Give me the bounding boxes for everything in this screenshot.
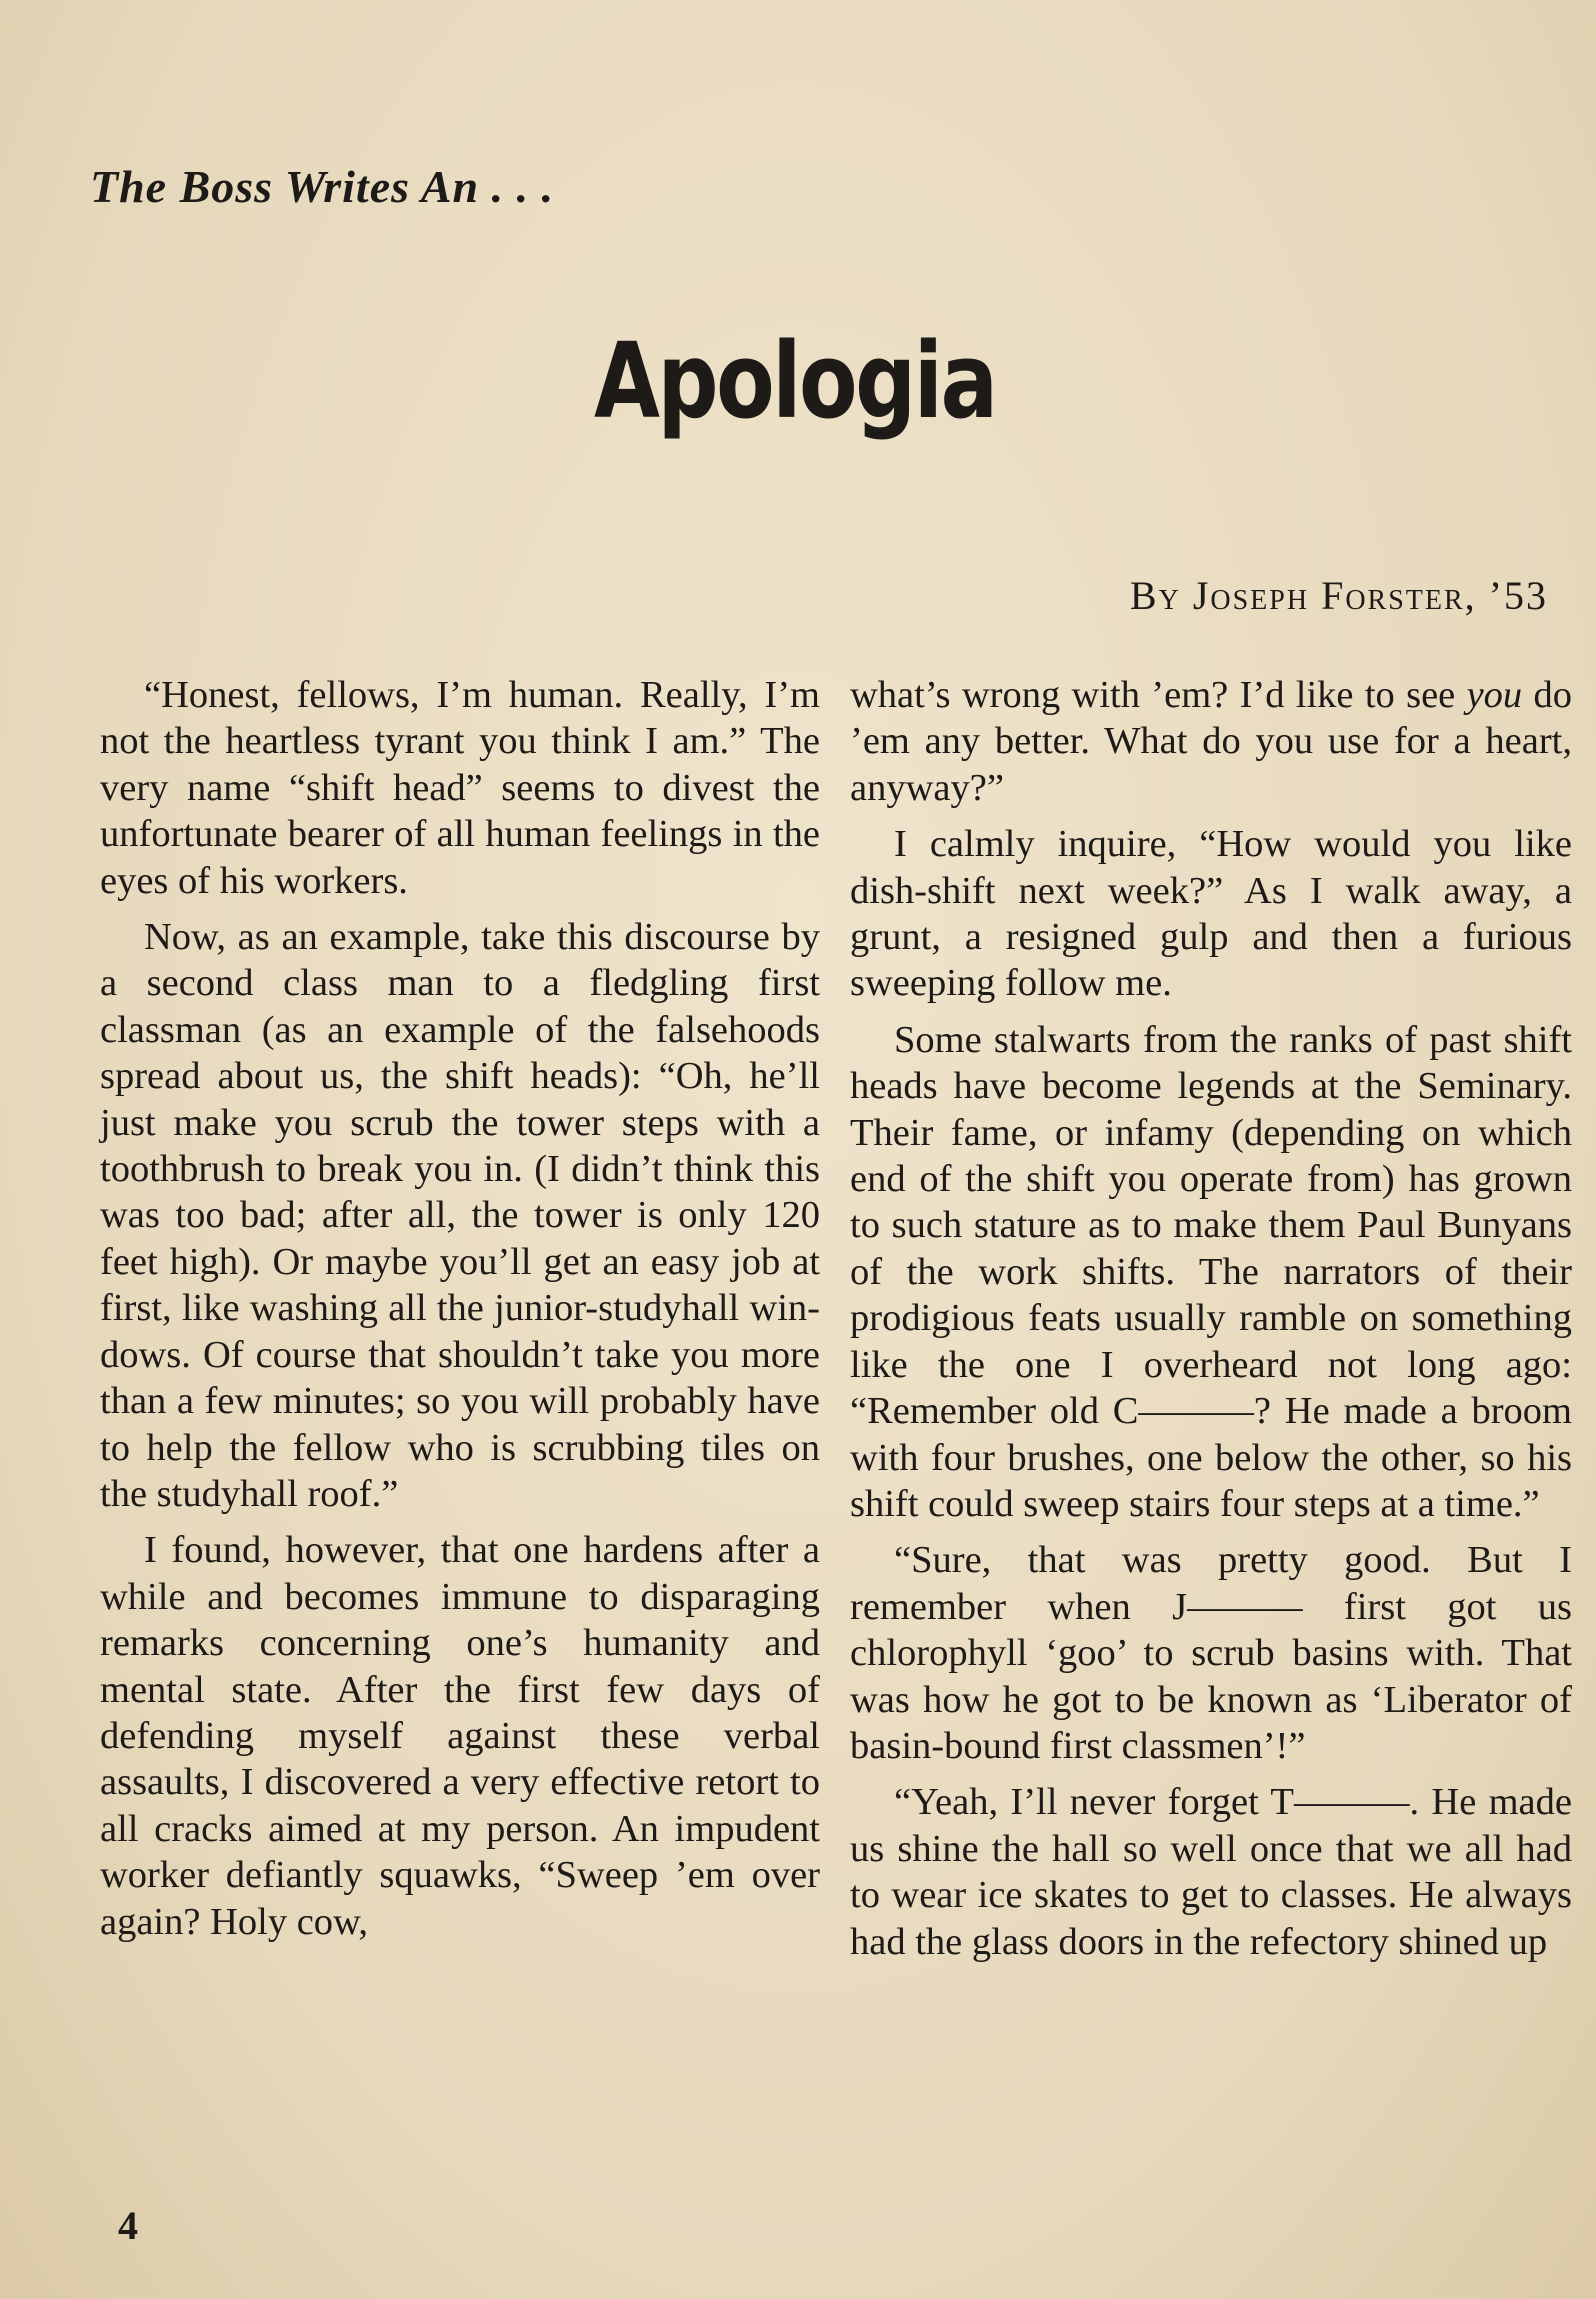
paragraph: Now, as an example, take this discourse by a second class man to a fledgling first classman (as an example of the falsehoods spread about us, the shift heads): “Oh, he’ll just make you scrub the tower steps with a toothbrush to break you in. (I didn’t think this was too bad; after all, the tower is only 120 feet high). Or maybe you’ll get an easy job at first, like washing all the junior-studyhall windows. Of course that shouldn’t take you more than a few minutes; so you will probably have to help the fellow who is scrubbing tiles on the studyhall roof.” xyxy=(100,916,820,1515)
emphasis-text: you xyxy=(1466,674,1523,716)
text-run: what’s wrong with ’em? I’d like to see xyxy=(850,674,1467,716)
byline: By Joseph Forster, ’53 xyxy=(1129,573,1548,618)
paragraph: I calmly inquire, “How would you like dish-shift next week?” As I walk away, a grunt, a resigned gulp and then a furious sweeping follow me. xyxy=(850,823,1572,1005)
article-title: Apologia xyxy=(593,320,996,442)
paragraph: “Sure, that was pretty good. But I remember when J——— first got us chlorophyll ‘goo’ to scrub basins with. That was how he got to be known as ‘Liberator of basin-bound first classmen’!” xyxy=(850,1539,1572,1767)
page-number: 4 xyxy=(118,2203,138,2248)
paragraph: “Honest, fellows, I’m human. Really, I’m not the heartless tyrant you think I am.” The very name “shift head” seems to divest the unfortunate bearer of all human feelings in the eyes of his workers. xyxy=(100,674,820,902)
running-head: The Boss Writes An . . . xyxy=(90,161,555,212)
paragraph-continued xyxy=(850,672,1572,811)
paragraph: I found, however, that one hardens after a while and becomes immune to disparaging remarks concerning one’s humanity and mental state. After the first few days of defending myself against these verbal assaults, I discovered a very effective retort to all cracks aimed at my person. An impudent worker defiantly squawks, “Sweep ’em over again? Holy cow, xyxy=(100,1529,820,1943)
right-column xyxy=(850,672,1572,1975)
paragraph: “Yeah, I’ll never forget T———. He made us shine the hall so well once that we all had to wear ice skates to get to classes. He always had the glass doors in the refectory shined up xyxy=(850,1781,1572,1963)
text-run: do ’em any better. What do you use for a heart, anyway?” xyxy=(850,674,1573,809)
left-column xyxy=(100,672,820,1955)
paragraph: Some stalwarts from the ranks of past shift heads have become legends at the Seminary. Their fame, or infamy (depending on which end of the shift you operate from) has grown to such stature as to make them Paul Bunyans of the work shifts. The narrators of their prodigious feats usually ramble on something like the one I overheard not long ago: “Remember old C———? He made a broom with four brushes, one below the other, so his shift could sweep stairs four steps at a time.” xyxy=(850,1018,1572,1525)
